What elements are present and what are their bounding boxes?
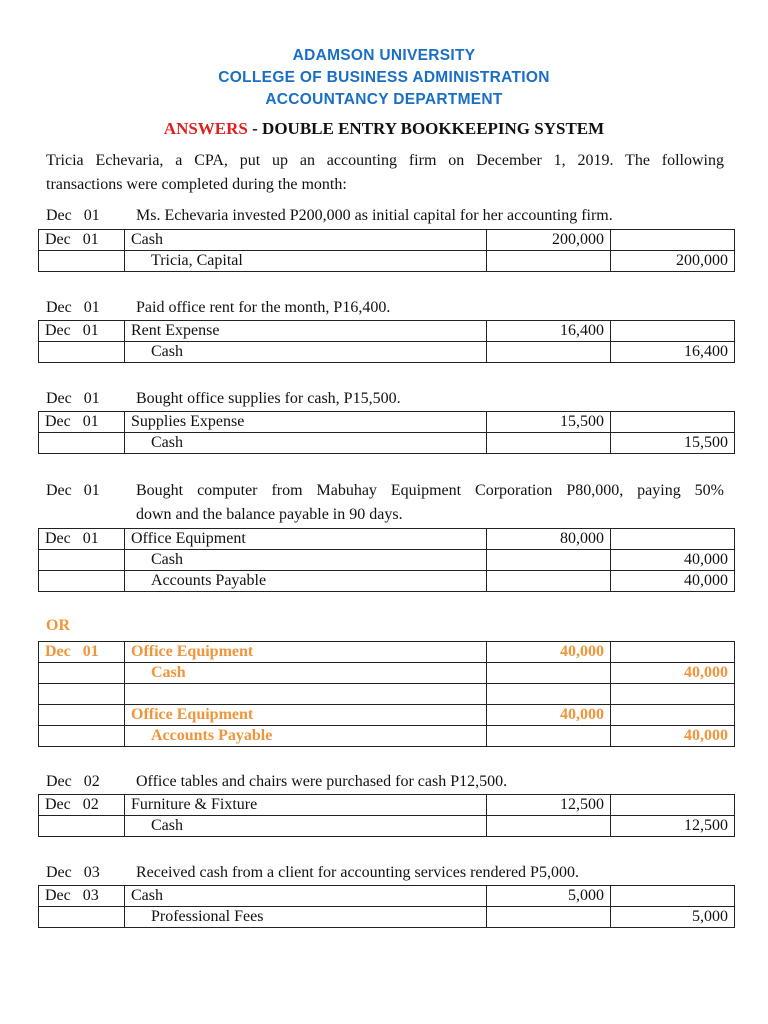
transaction-description: Bought office supplies for cash, P15,500. bbox=[136, 390, 401, 407]
entry-account bbox=[125, 726, 487, 747]
journal-entry-4 bbox=[38, 528, 735, 592]
table-row bbox=[39, 795, 735, 816]
entry-account-label: Professional Fees bbox=[151, 908, 264, 925]
entry-credit bbox=[611, 230, 735, 251]
table-row bbox=[39, 251, 735, 272]
entry-credit bbox=[611, 705, 735, 726]
entry-credit: 40,000 bbox=[611, 571, 735, 592]
journal-entry-1 bbox=[38, 229, 735, 272]
entry-credit bbox=[611, 529, 735, 550]
transaction-date: Dec 01 bbox=[46, 207, 100, 224]
entry-credit: 16,400 bbox=[611, 342, 735, 363]
table-row bbox=[39, 663, 735, 684]
entry-debit bbox=[487, 571, 611, 592]
entry-account-label: Cash bbox=[151, 343, 183, 360]
entry-date: Dec 01 bbox=[39, 321, 125, 342]
transaction-description: Paid office rent for the month, P16,400. bbox=[136, 299, 391, 316]
entry-date: Dec 03 bbox=[39, 886, 125, 907]
table-row bbox=[39, 726, 735, 747]
entry-date bbox=[39, 726, 125, 747]
table-row bbox=[39, 816, 735, 837]
entry-debit bbox=[487, 907, 611, 928]
entry-date bbox=[39, 705, 125, 726]
entry-account-label: Accounts Payable bbox=[151, 572, 267, 589]
transaction-description-cont: down and the balance payable in 90 days. bbox=[136, 506, 403, 523]
entry-credit: 200,000 bbox=[611, 251, 735, 272]
entry-debit bbox=[487, 816, 611, 837]
entry-date bbox=[39, 816, 125, 837]
entry-date: Dec 01 bbox=[39, 230, 125, 251]
journal-entry-2 bbox=[38, 320, 735, 363]
transaction-description: Received cash from a client for accounting services rendered P5,000. bbox=[136, 864, 579, 881]
entry-account bbox=[125, 663, 487, 684]
entry-account-label: Cash bbox=[151, 434, 183, 451]
entry-credit: 40,000 bbox=[611, 550, 735, 571]
table-row bbox=[39, 433, 735, 454]
entry-credit bbox=[611, 886, 735, 907]
entry-date: Dec 02 bbox=[39, 795, 125, 816]
entry-account: Office Equipment bbox=[125, 642, 487, 663]
transaction-date: Dec 01 bbox=[46, 390, 100, 407]
entry-credit: 15,500 bbox=[611, 433, 735, 454]
transaction-date: Dec 02 bbox=[46, 773, 100, 790]
entry-debit bbox=[487, 550, 611, 571]
entry-account: Office Equipment bbox=[125, 705, 487, 726]
title-text: - DOUBLE ENTRY BOOKKEEPING SYSTEM bbox=[247, 119, 605, 138]
entry-account-label: Cash bbox=[151, 664, 186, 681]
entry-account: Office Equipment bbox=[125, 529, 487, 550]
page-title bbox=[0, 119, 768, 139]
university-name: ADAMSON UNIVERSITY bbox=[292, 47, 476, 64]
entry-debit: 40,000 bbox=[487, 642, 611, 663]
entry-account-label: Tricia, Capital bbox=[151, 252, 243, 269]
college-name: COLLEGE OF BUSINESS ADMINISTRATION bbox=[218, 69, 550, 86]
entry-credit bbox=[611, 321, 735, 342]
table-row bbox=[39, 684, 735, 705]
entry-account: Supplies Expense bbox=[125, 412, 487, 433]
entry-debit bbox=[487, 342, 611, 363]
entry-account bbox=[125, 907, 487, 928]
entry-debit bbox=[487, 251, 611, 272]
entry-account bbox=[125, 342, 487, 363]
entry-date bbox=[39, 433, 125, 454]
entry-account-label: Accounts Payable bbox=[151, 727, 273, 744]
table-row bbox=[39, 642, 735, 663]
entry-account-label: Cash bbox=[151, 551, 183, 568]
department-name: ACCOUNTANCY DEPARTMENT bbox=[265, 91, 503, 108]
entry-debit: 80,000 bbox=[487, 529, 611, 550]
entry-date: Dec 01 bbox=[39, 642, 125, 663]
entry-credit: 40,000 bbox=[611, 726, 735, 747]
entry-date bbox=[39, 550, 125, 571]
entry-date bbox=[39, 907, 125, 928]
transaction-date: Dec 03 bbox=[46, 864, 100, 881]
answers-label: ANSWERS bbox=[163, 119, 248, 138]
entry-debit bbox=[487, 684, 611, 705]
table-row bbox=[39, 529, 735, 550]
intro-line-2: transactions were completed during the month: bbox=[46, 176, 347, 193]
entry-date bbox=[39, 571, 125, 592]
transaction-description: Bought computer from Mabuhay Equipment Corporation P80,000, paying 50% bbox=[136, 482, 724, 499]
entry-date bbox=[39, 251, 125, 272]
table-row bbox=[39, 705, 735, 726]
entry-debit bbox=[487, 726, 611, 747]
transaction-4 bbox=[46, 479, 724, 527]
entry-date bbox=[39, 684, 125, 705]
entry-credit bbox=[611, 795, 735, 816]
table-row bbox=[39, 412, 735, 433]
entry-account bbox=[125, 816, 487, 837]
entry-account-label: Cash bbox=[151, 817, 183, 834]
entry-debit bbox=[487, 663, 611, 684]
table-row bbox=[39, 230, 735, 251]
table-row bbox=[39, 886, 735, 907]
table-row bbox=[39, 321, 735, 342]
entry-credit bbox=[611, 642, 735, 663]
entry-debit: 200,000 bbox=[487, 230, 611, 251]
transaction-description: Office tables and chairs were purchased for cash P12,500. bbox=[136, 773, 508, 790]
table-row bbox=[39, 907, 735, 928]
entry-credit: 12,500 bbox=[611, 816, 735, 837]
entry-debit: 40,000 bbox=[487, 705, 611, 726]
entry-date: Dec 01 bbox=[39, 412, 125, 433]
entry-debit: 15,500 bbox=[487, 412, 611, 433]
entry-account bbox=[125, 550, 487, 571]
entry-credit bbox=[611, 684, 735, 705]
entry-debit: 16,400 bbox=[487, 321, 611, 342]
entry-credit: 40,000 bbox=[611, 663, 735, 684]
entry-account: Rent Expense bbox=[125, 321, 487, 342]
entry-account bbox=[125, 433, 487, 454]
journal-entry-3 bbox=[38, 411, 735, 454]
intro-line-1: Tricia Echevaria, a CPA, put up an accounting firm on December 1, 2019. The following bbox=[46, 152, 724, 169]
or-label: OR bbox=[46, 617, 70, 634]
entry-account bbox=[125, 684, 487, 705]
table-row bbox=[39, 571, 735, 592]
journal-entry-5 bbox=[38, 794, 735, 837]
transaction-date: Dec 01 bbox=[46, 299, 100, 316]
entry-account: Cash bbox=[125, 886, 487, 907]
entry-debit: 12,500 bbox=[487, 795, 611, 816]
transaction-description: Ms. Echevaria invested P200,000 as initial capital for her accounting firm. bbox=[136, 207, 613, 224]
journal-entry-6 bbox=[38, 885, 735, 928]
entry-credit bbox=[611, 412, 735, 433]
entry-account: Furniture & Fixture bbox=[125, 795, 487, 816]
entry-date bbox=[39, 342, 125, 363]
journal-entry-alternative bbox=[38, 641, 735, 747]
entry-date bbox=[39, 663, 125, 684]
entry-account bbox=[125, 571, 487, 592]
entry-credit: 5,000 bbox=[611, 907, 735, 928]
entry-debit bbox=[487, 433, 611, 454]
entry-account: Cash bbox=[125, 230, 487, 251]
entry-account bbox=[125, 251, 487, 272]
table-row bbox=[39, 342, 735, 363]
table-row bbox=[39, 550, 735, 571]
entry-debit: 5,000 bbox=[487, 886, 611, 907]
entry-date: Dec 01 bbox=[39, 529, 125, 550]
transaction-date: Dec 01 bbox=[46, 482, 100, 499]
